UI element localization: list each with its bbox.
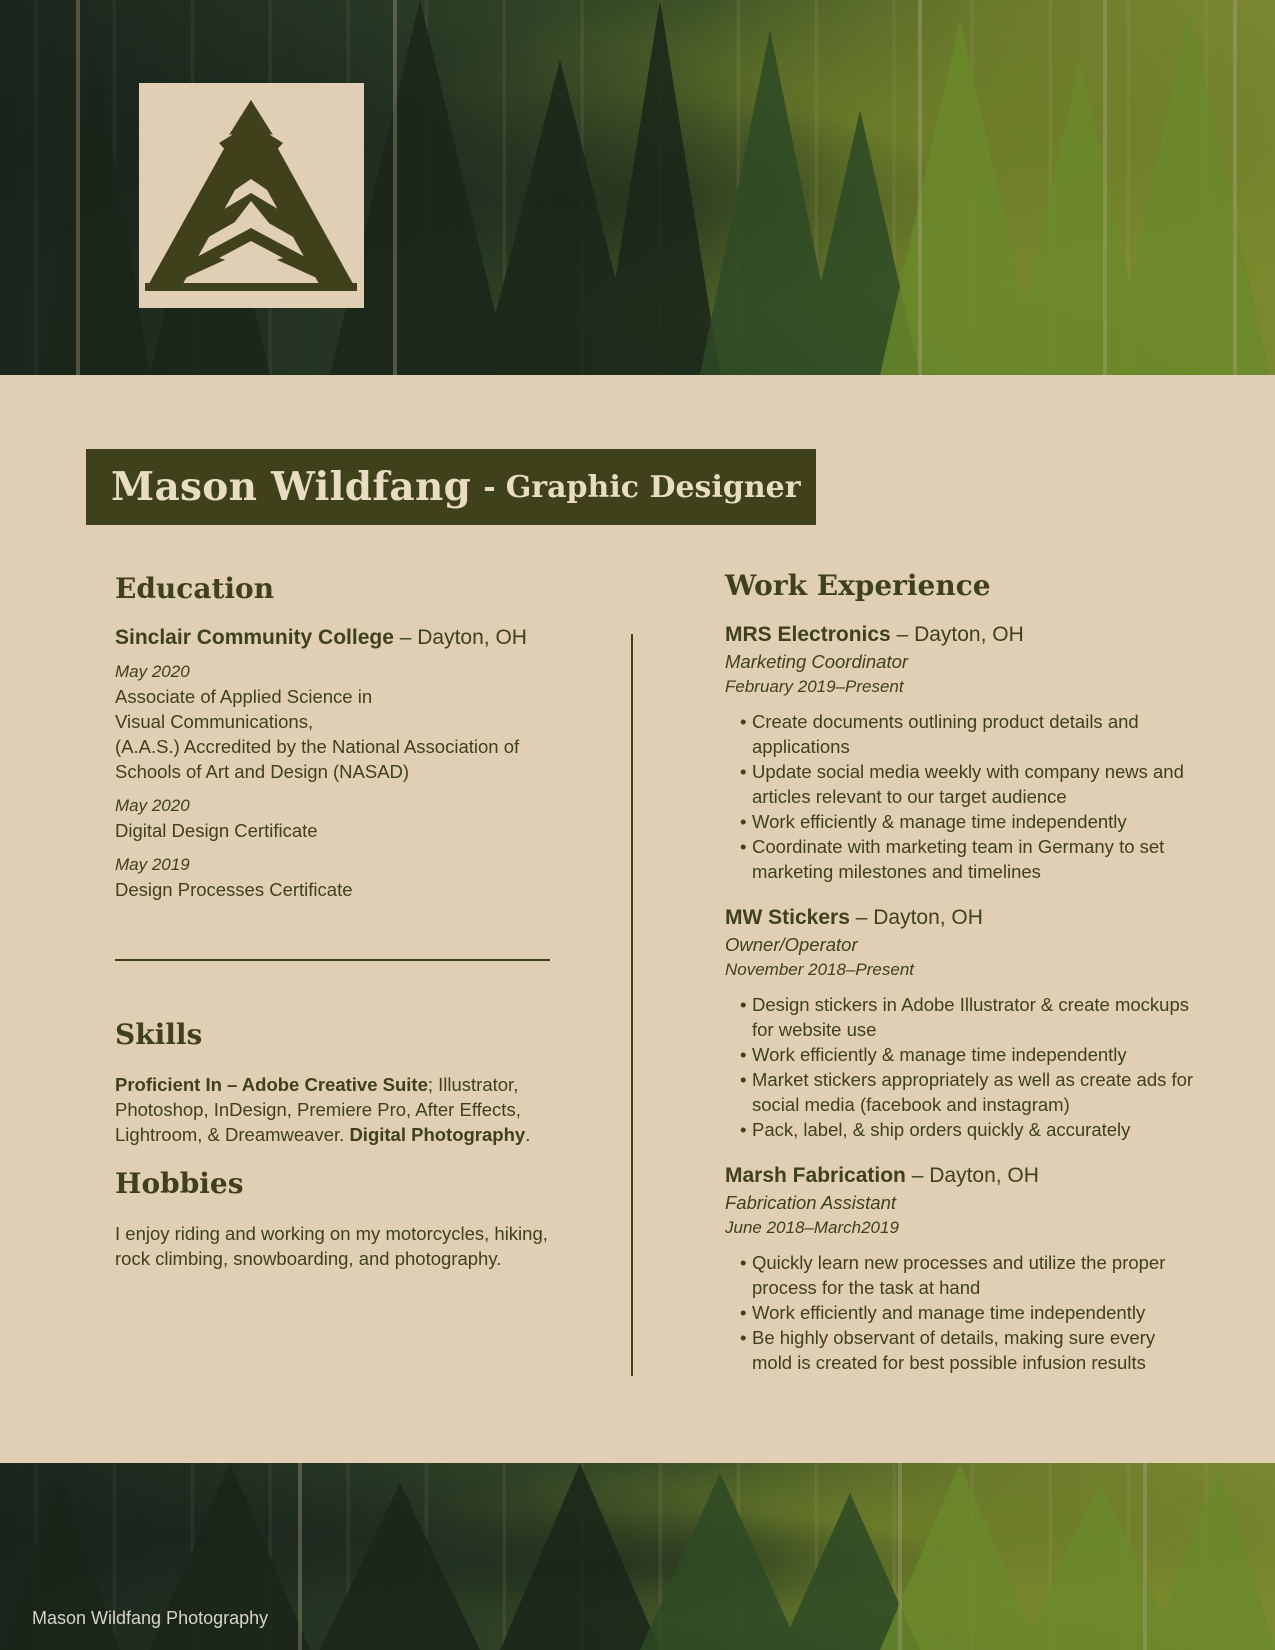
duty-item: • Pack, label, & ship orders quickly & accurately bbox=[733, 1117, 1195, 1142]
job-dates: November 2018–Present bbox=[725, 960, 915, 979]
duty-item: • Work efficiently and manage time independently bbox=[733, 1300, 1195, 1325]
skills-text bbox=[115, 1072, 555, 1147]
company-location: – Dayton, OH bbox=[905, 1164, 1039, 1187]
duty-item: • Market stickers appropriately as well as create ads for social media (facebook and instagram) bbox=[733, 1067, 1195, 1117]
school-line bbox=[115, 624, 565, 652]
title-separator: - bbox=[483, 469, 496, 505]
degree-line: Visual Communications, bbox=[115, 711, 314, 732]
work-experience-heading: Work Experience bbox=[725, 569, 991, 602]
skills-list: ; Illustrator, Photoshop, InDesign, Premiere Pro, After Effects, Lightroom, & Dreamweaver. bbox=[115, 1074, 521, 1145]
skills-heading: Skills bbox=[115, 1018, 203, 1051]
job-dates: June 2018–March2019 bbox=[725, 1218, 899, 1237]
job-title: Fabrication Assistant bbox=[725, 1192, 897, 1213]
job-dates: February 2019–Present bbox=[725, 677, 904, 696]
person-name: Mason Wildfang bbox=[111, 464, 472, 510]
school-location: – Dayton, OH bbox=[393, 626, 527, 649]
duty-item: • Quickly learn new processes and utilize the proper process for the task at hand bbox=[733, 1250, 1195, 1300]
company-name: MRS Electronics bbox=[725, 623, 891, 646]
education-date: May 2019 bbox=[115, 855, 190, 874]
name-title-bar bbox=[86, 449, 816, 525]
education-heading: Education bbox=[115, 572, 275, 605]
duty-item: • Design stickers in Adobe Illustrator & create mockups for website use bbox=[733, 992, 1195, 1042]
section-divider bbox=[115, 959, 550, 961]
certificate-line: Digital Design Certificate bbox=[115, 820, 318, 841]
degree-line: Associate of Applied Science in bbox=[115, 686, 373, 707]
company-name: Marsh Fabrication bbox=[725, 1164, 906, 1187]
forest-banner-bottom bbox=[0, 1463, 1275, 1650]
certificate-line: Design Processes Certificate bbox=[115, 879, 353, 900]
hobbies-text: I enjoy riding and working on my motorcycles, hiking, rock climbing, snowboarding, and photography. bbox=[115, 1223, 548, 1269]
duty-item: • Work efficiently & manage time independently bbox=[733, 809, 1195, 834]
company-location: – Dayton, OH bbox=[890, 623, 1024, 646]
job-entry bbox=[725, 904, 1195, 1142]
job-title: Owner/Operator bbox=[725, 934, 858, 955]
column-divider bbox=[631, 634, 633, 1376]
duty-item: • Work efficiently & manage time independently bbox=[733, 1042, 1195, 1067]
degree-line: Schools of Art and Design (NASAD) bbox=[115, 761, 410, 782]
mountain-logo-icon bbox=[139, 83, 364, 308]
job-entry bbox=[725, 621, 1195, 884]
company-line bbox=[725, 1162, 1195, 1190]
hobbies-heading: Hobbies bbox=[115, 1167, 244, 1200]
skills-end: . bbox=[525, 1124, 531, 1145]
job-duties bbox=[725, 709, 1195, 884]
company-line bbox=[725, 621, 1195, 649]
degree-line: (A.A.S.) Accredited by the National Association of bbox=[115, 736, 520, 757]
job-duties bbox=[725, 1250, 1195, 1375]
duty-item: • Update social media weekly with company news and articles relevant to our target audience bbox=[733, 759, 1195, 809]
logo-box bbox=[139, 83, 364, 308]
company-name: MW Stickers bbox=[725, 906, 850, 929]
school-name: Sinclair Community College bbox=[115, 626, 394, 649]
job-title: Marketing Coordinator bbox=[725, 651, 909, 672]
photo-credit: Mason Wildfang Photography bbox=[32, 1608, 269, 1628]
work-experience-section bbox=[725, 621, 1195, 1375]
duty-item: • Create documents outlining product details and applications bbox=[733, 709, 1195, 759]
duty-item: • Be highly observant of details, making sure every mold is created for best possible infusion results bbox=[733, 1325, 1195, 1375]
job-duties bbox=[725, 992, 1195, 1142]
skills-lead: Proficient In – Adobe Creative Suite bbox=[115, 1074, 428, 1095]
company-location: – Dayton, OH bbox=[849, 906, 983, 929]
skills-extra: Digital Photography bbox=[349, 1124, 526, 1145]
duty-item: • Coordinate with marketing team in Germany to set marketing milestones and timelines bbox=[733, 834, 1195, 884]
job-entry bbox=[725, 1162, 1195, 1375]
company-line bbox=[725, 904, 1195, 932]
forest-banner-top bbox=[0, 0, 1275, 375]
education-section bbox=[115, 624, 565, 902]
job-role: Graphic Designer bbox=[505, 469, 801, 505]
education-date: May 2020 bbox=[115, 662, 190, 681]
education-date: May 2020 bbox=[115, 796, 190, 815]
